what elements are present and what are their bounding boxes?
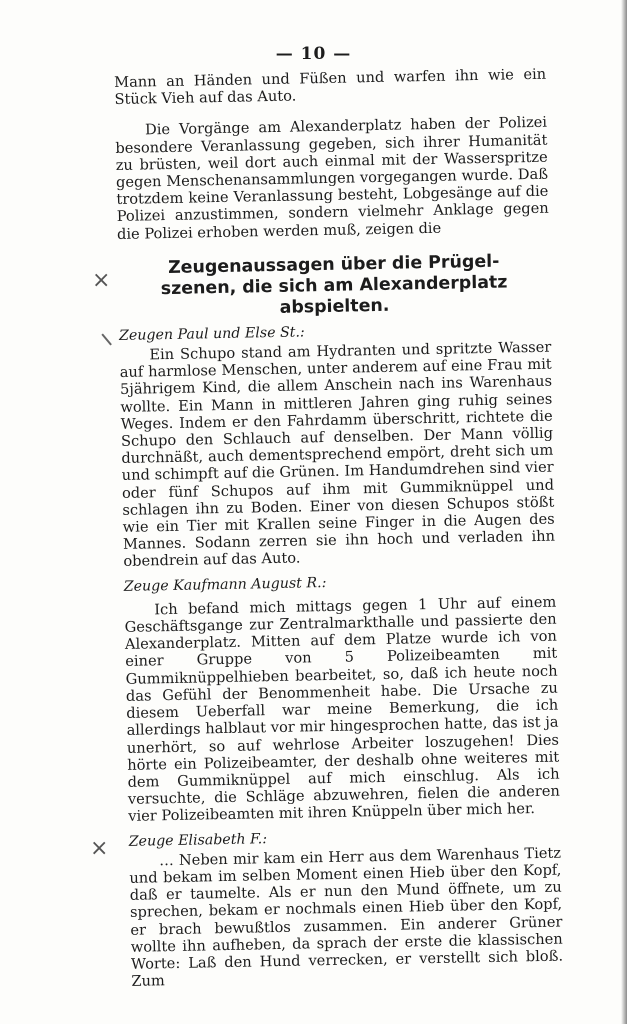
page-number: — 10 —: [275, 44, 352, 64]
section-heading-line-1: Zeugenaussagen über die Prügel-: [167, 251, 500, 278]
testimony-speaker-paul-else: Zeugen Paul und Else St.:: [118, 324, 305, 344]
section-heading-line-2: szenen, die sich am Alexanderplatz: [160, 272, 508, 299]
testimony-text-elisabeth: … Neben mir kam ein Herr aus dem Warenhaus Tietz und bekam im selben Moment einen Hieb über den Kopf, daß er taumelte. Als er nun den Mund öffnete, um zu sprechen, bekam er nochmals einen Hieb über den Kopf, er brach bewußtlos zusammen. Ein anderer Grüner wollte ihn aufheben, da sprach der erste die klassischen Worte: Laß den Hund verrecken, er verstellt sich bloß. Zum: [129, 844, 564, 990]
margin-cross-mark-elisabeth: ×: [90, 836, 109, 861]
section-heading-line-3: abspielten.: [279, 295, 390, 318]
testimony-speaker-august: Zeuge Kaufmann August R.:: [123, 574, 327, 595]
testimony-text-paul-else: Ein Schupo stand am Hydranten und spritzte Wasser auf harmlose Menschen, unter anderem auf eine Frau mit 5jährigem Kind, die allem Anschein nach ins Warenhaus wollte. Ein Mann in mittleren Jahren ging ruhig seines Weges. Indem er den Fahrdamm überschritt, richtete die Schupo den Schlauch auf denselben. Der Mann völlig durchnäßt, auch dementsprechend empört, dreht sich um und schimpft auf die Grünen. Im Handumdrehen sind vier oder fünf Schupos auf ihm mit Gummiknüppel und schlagen ihn zu Boden. Einer von diesen Schupos stößt wie ein Tier mit Krallen seine Finger in die Augen des Mannes. Sodann zerren sie ihn hoch und verladen ihn obendrein auf das Auto.: [119, 338, 556, 571]
testimony-text-august: Ich befand mich mittags gegen 1 Uhr auf einem Geschäftsgange zur Zentralmarkthalle und passierte den Alexanderplatz. Mitten auf dem Platze wurde ich von einer Gruppe von 5 Polizeibeamten mit Gummiknüppelhieben bearbeitet, so, daß ich heute noch das Gefühl der Benommenheit habe. Die Ursache zu diesem Ueberfall war meine Bemerkung, die ich allerdings halblaut vor mir hingesprochen hatte, das ist ja unerhört, so auf wehrlose Arbeiter loszugehen! Dies hörte ein Polizeibeamter, der deshalb ohne weiteres mit dem Gummiknüppel auf mich einschlug. Als ich versuchte, die Schläge abzuwehren, fielen die anderen vier Polizeibeamten mit ihren Knüppeln über mich her.: [124, 593, 561, 826]
testimony-speaker-elisabeth: Zeuge Elisabeth F.:: [128, 830, 268, 850]
intro-paragraph: Mann an Händen und Füßen und warfen ihn wie ein Stück Vieh auf das Auto.: [114, 65, 547, 109]
scan-edge-shadow: [621, 0, 627, 1024]
document-body: [114, 66, 564, 990]
margin-cross-mark-heading: ×: [92, 268, 111, 293]
police-paragraph: Die Vorgänge am Alexanderplatz haben der Polizei besondere Veranlassung gegeben, sich ihrer Humanität zu brüsten, weil dort auch einmal mit der Wasserspritze gegen Menschenansammlungen vorgegangen wurde. Daß trotzdem keine Veranlassung besteht, Lobgesänge auf die Polizei anzustimmen, sondern vielmehr Anklage gegen die Polizei erhoben werden muß, zeigen die: [115, 114, 549, 243]
section-heading: [118, 251, 551, 322]
